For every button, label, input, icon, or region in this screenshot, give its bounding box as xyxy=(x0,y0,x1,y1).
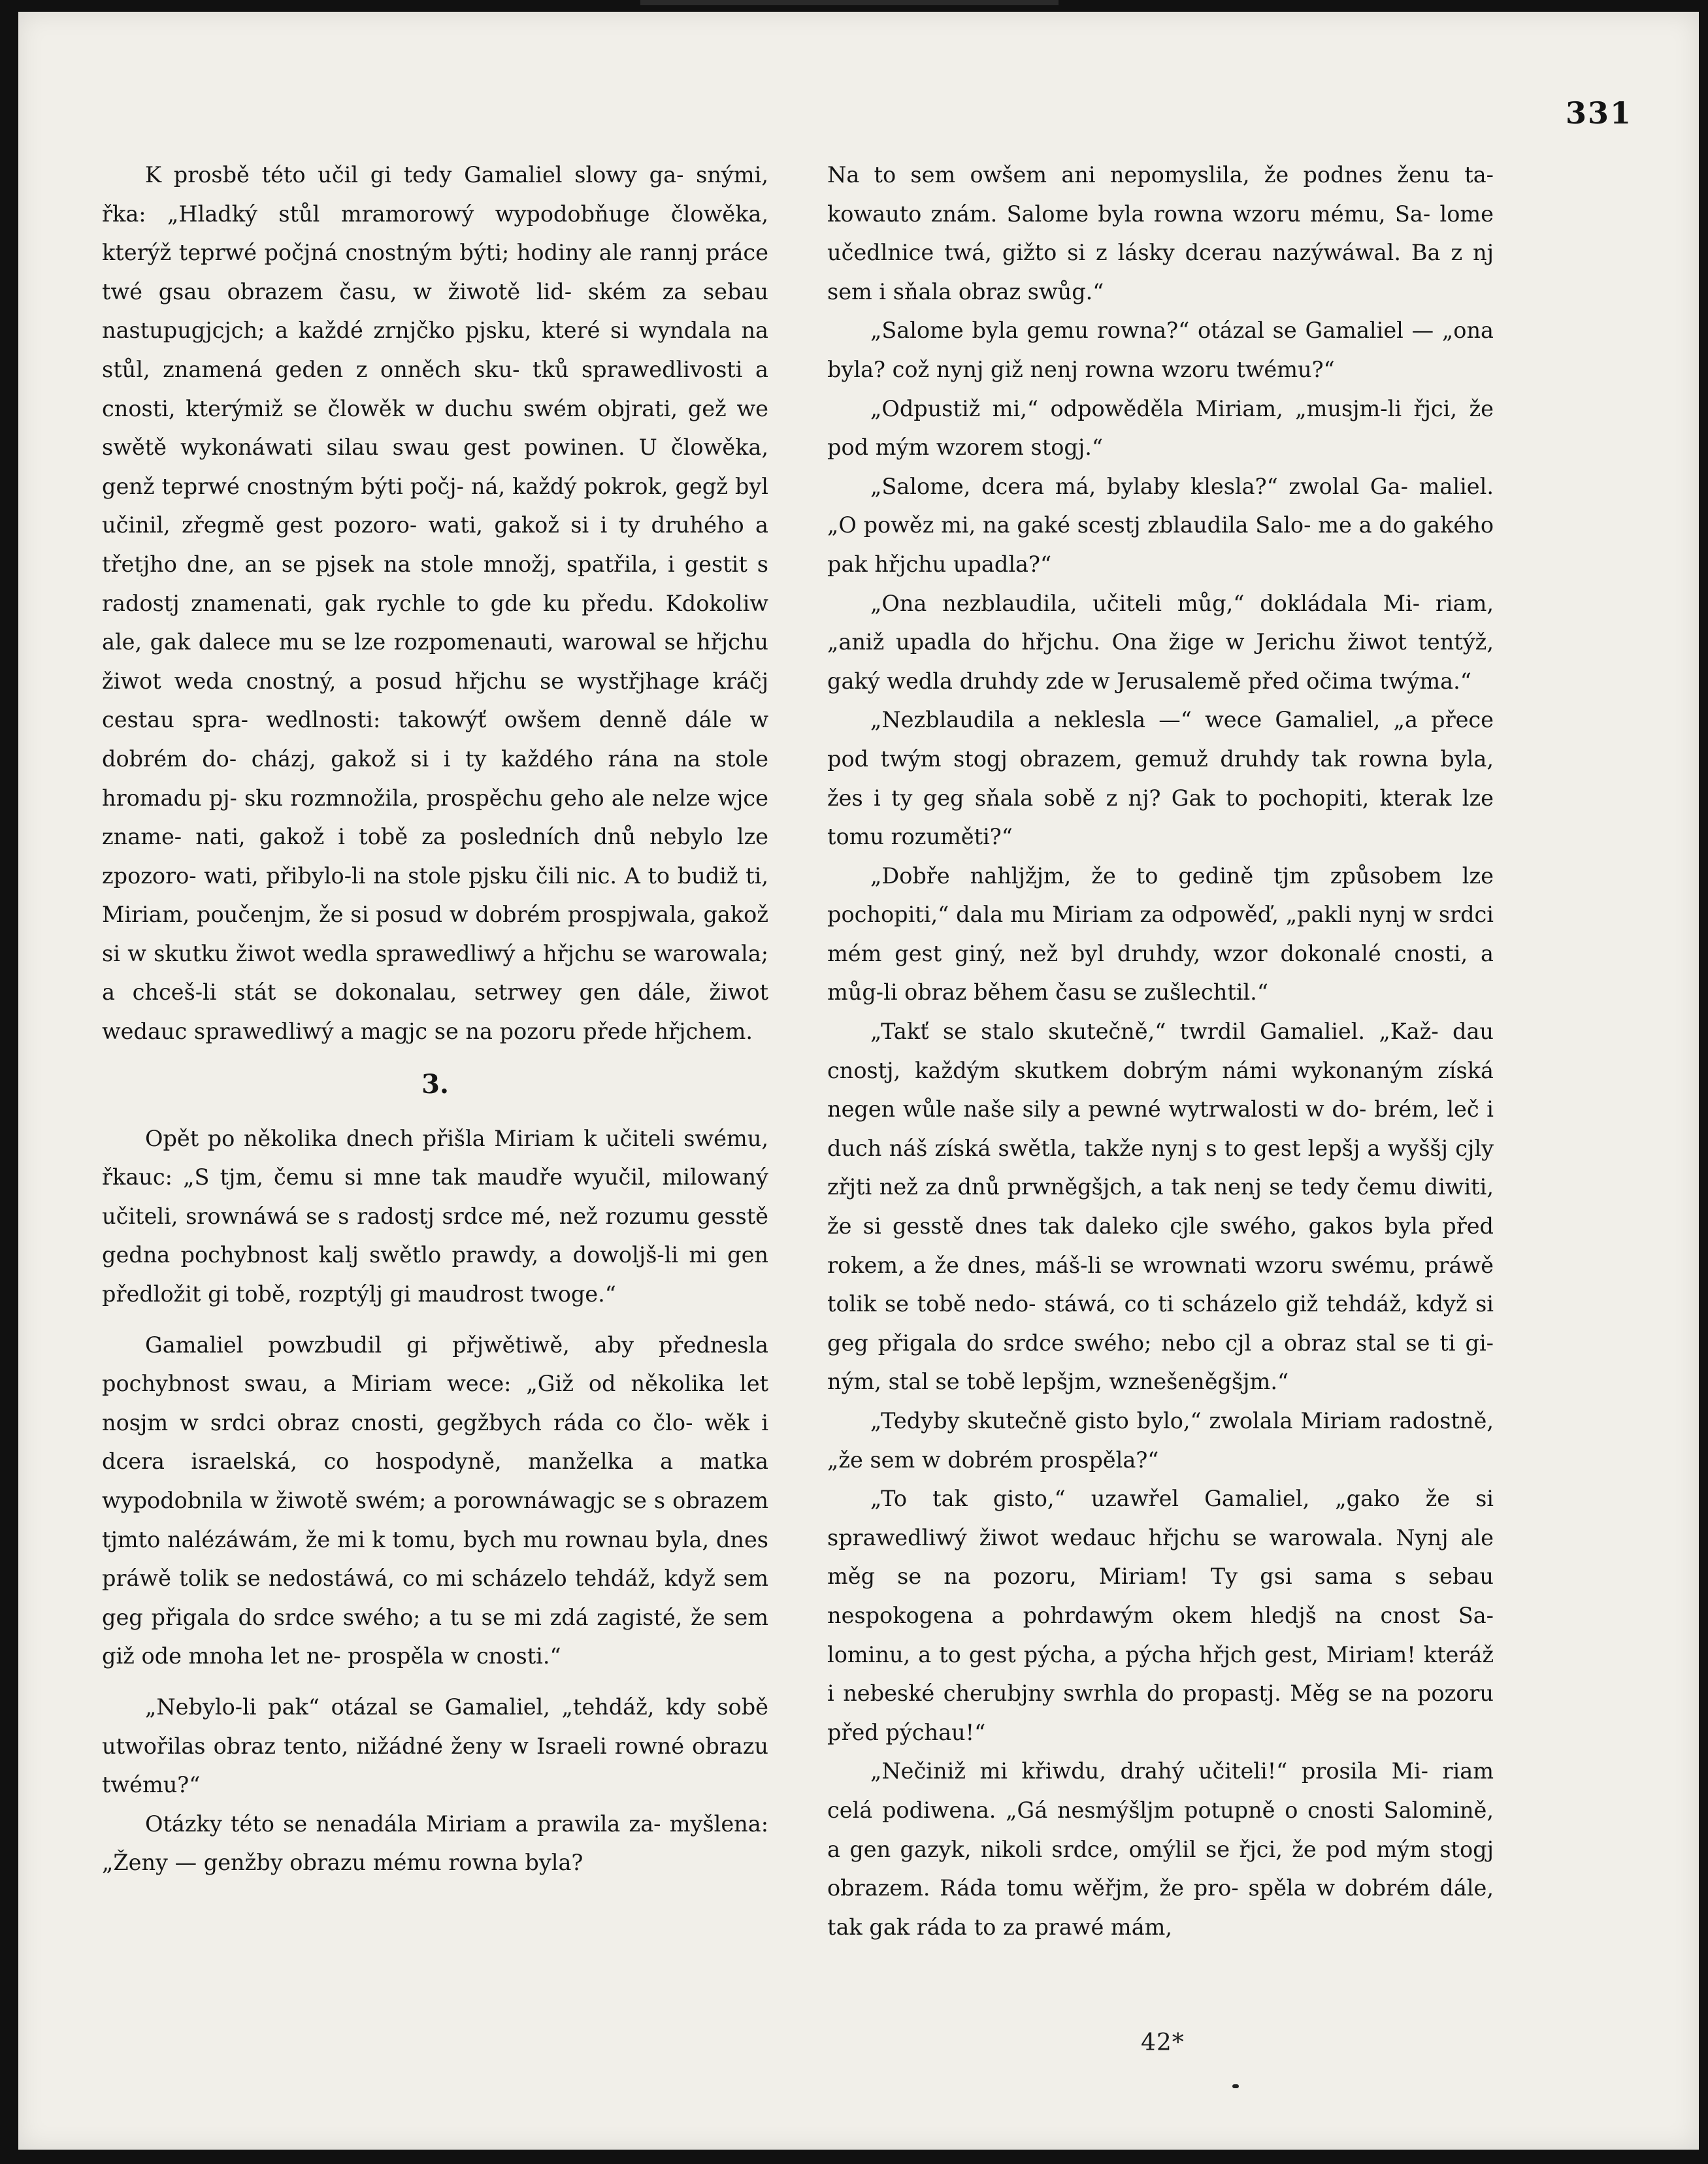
book-page xyxy=(18,12,1699,2150)
right-paragraph-5: „Ona nezblaudila, učiteli můg,“ dokládala Mi- riam, „aniž upadla do hřjchu. Ona žige w Jerichu žiwot tentýž, gaký wedla druhdy zde w Jerusalemě před očima twýma.“ xyxy=(827,590,1494,694)
right-paragraph-9: „Tedyby skutečně gisto bylo,“ zwolala Miriam radostně, „že sem w dobrém prospěla?“ xyxy=(827,1408,1494,1473)
right-column xyxy=(827,156,1494,1946)
paragraph-gap xyxy=(102,1676,768,1688)
page-number: 331 xyxy=(1565,95,1632,131)
right-paragraph-6: „Nezblaudila a neklesla —“ wece Gamaliel, „a přece pod twým stogj obrazem, gemuž druhdy tak rowna byla, žes i ty geg sňala sobě z nj? Gak to pochopiti, kterak lze tomu rozuměti?“ xyxy=(827,707,1494,850)
right-paragraph-2: „Salome byla gemu rowna?“ otázal se Gamaliel — „ona byla? což nynj giž nenj rowna wzoru twému?“ xyxy=(827,318,1494,382)
left-paragraph-4: „Nebylo-li pak“ otázal se Gamaliel, „tehdáž, kdy sobě utwořilas obraz tento, nižádné ženy w Israeli rowné obrazu twému?“ xyxy=(102,1694,768,1798)
right-paragraph-7: „Dobře nahljžjm, že to gedině tjm způsobem lze pochopiti,“ dala mu Miriam za odpowěď, „pakli nynj w srdci mém gest giný, než byl druhdy, wzor dokonalé cnosti, a můg-li obraz během času se zušlechtil.“ xyxy=(827,862,1494,1006)
right-paragraph-4: „Salome, dcera má, bylaby klesla?“ zwolal Ga- maliel. „O powěz mi, na gaké scestj zblaudila Salo- me a do gakého pak hřjchu upadla?“ xyxy=(827,473,1494,577)
right-paragraph-10: „To tak gisto,“ uzawřel Gamaliel, „gako že si sprawedliwý žiwot wedauc hřjchu se warowala. Nynj ale měg se na pozoru, Miriam! Ty gsi sama s sebau nespokogena a pohrdawým okem hledjš na cnost Sa- lominu, a to gest pýcha, a pýcha hřjch gest, Miriam! kteráž i nebeské cherubjny swrhla do propastj. Měg se na pozoru před pýchau!“ xyxy=(827,1486,1494,1745)
right-paragraph-1: Na to sem owšem ani nepomyslila, že podnes ženu ta- kowauto znám. Salome byla rowna wzoru mému, Sa- lome učedlnice twá, gižto si z lásky dcerau nazýwáwal. Ba z nj sem i sňala obraz swůg.“ xyxy=(827,162,1494,304)
right-paragraph-8: „Takť se stalo skutečně,“ twrdil Gamaliel. „Kaž- dau cnostj, každým skutkem dobrým námi wykonaným získá negen wůle naše sily a pewné wytrwalosti w do- brém, leč i duch náš získá swětla, takže nynj s to gest lepšj a wyššj cjly zřjti než za dnů prwněgšjch, a tak nenj se tedy čemu diwiti, že si gesstě dnes tak daleko cjle swého, gakos byla před rokem, a že dnes, máš-li se wrownati wzoru swému, práwě tolik se tobě nedo- stáwá, co ti scházelo giž tehdáž, když si geg přigala do srdce swého; nebo cjl a obraz stal se ti gi- ným, stal se tobě lepšjm, wznešeněgšjm.“ xyxy=(827,1019,1494,1395)
top-edge-shadow xyxy=(640,0,1059,5)
right-paragraph-11: „Nečiniž mi křiwdu, drahý učiteli!“ prosila Mi- riam celá podiwena. „Gá nesmýšljm potupně o cnosti Salomině, a gen gazyk, nikoli srdce, omýlil se řjci, že pod mým stogj obrazem. Ráda tomu wěřjm, že pro- spěla w dobrém dále, tak gak ráda to za prawé mám, xyxy=(827,1758,1494,1940)
signature-mark: 42* xyxy=(1141,2029,1185,2056)
right-paragraph-3: „Odpustiž mi,“ odpowěděla Miriam, „musjm-li řjci, že pod mým wzorem stogj.“ xyxy=(827,395,1494,461)
left-paragraph-2: Opět po několika dnech přišla Miriam k učiteli swému, řkauc: „S tjm, čemu si mne tak maudře wyučil, milowaný učiteli, srownáwá se s radostj srdce mé, než rozumu gesstě gedna pochybnost kalj swětlo prawdy, a dowoljš-li mi gen předložit gi tobě, rozptýlj gi maudrost twoge.“ xyxy=(102,1125,768,1307)
paragraph-gap xyxy=(102,1314,768,1326)
section-number: 3. xyxy=(421,1068,449,1100)
left-paragraph-5: Otázky této se nenadála Miriam a prawila za- myšlena: „Ženy — genžby obrazu mému rowna byla? xyxy=(102,1811,768,1876)
left-paragraph-1: K prosbě této učil gi tedy Gamaliel slowy ga- snými, řka: „Hladký stůl mramorowý wypodobňuge člowěka, kterýž teprwé počjná cnostným býti; hodiny ale rannj práce twé gsau obrazem času, w žiwotě lid- ském za sebau nastupugjcjch; a každé zrnjčko pjsku, které si wyndala na stůl, znamená geden z onněch sku- tků sprawedlivosti a cnosti, kterýmiž se člowěk w duchu swém objrati, gež we swětě wykonáwati silau swau gest powinen. U člowěka, genž teprwé cnostným býti počj- ná, každý pokrok, gegž byl učinil, zřegmě gest pozoro- wati, gakož si i ty druhého a třetjho dne, an se pjsek na stole množj, spatřila, i gestit s radostj znamenati, gak rychle to gde ku předu. Kdokoliw ale, gak dalece mu se lze rozpomenauti, warowal se hřjchu žiwot weda cnostný, a posud hřjchu se wystřjhage kráčj cestau spra- wedlnosti: takowýť owšem denně dále w dobrém do- cházj, gakož si i ty každého rána na stole hromadu pj- sku rozmnožila, prospěchu geho ale nelze wjce zname- nati, gakož i tobě za posledních dnů nebylo lze zpozoro- wati, přibylo-li na stole pjsku čili nic. A to budiž ti, Miriam, poučenjm, že si posud w dobrém prospjwala, gakož si w skutku žiwot wedla sprawedliwý a hřjchu se warowala; a chceš-li stát se dokonalau, setrwey gen dále, žiwot wedauc sprawedliwý a magjc se na pozoru přede hřjchem. xyxy=(102,162,768,1045)
left-column xyxy=(102,156,768,1882)
left-paragraph-3: Gamaliel powzbudil gi přjwětiwě, aby přednesla pochybnost swau, a Miriam wece: „Giž od několika let nosjm w srdci obraz cnosti, gegžbych ráda co člo- wěk i dcera israelská, co hospodyně, manželka a matka wypodobnila w žiwotě swém; a porownáwagjc se s obrazem tjmto nalézáwám, že mi k tomu, bych mu rownau byla, dnes práwě tolik se nedostáwá, co mi scházelo tehdáž, když sem geg přigala do srdce swého; a tu se mi zdá zagisté, že sem giž ode mnoha let ne- prospěla w cnosti.“ xyxy=(102,1332,768,1669)
ink-spot xyxy=(1232,2084,1239,2088)
